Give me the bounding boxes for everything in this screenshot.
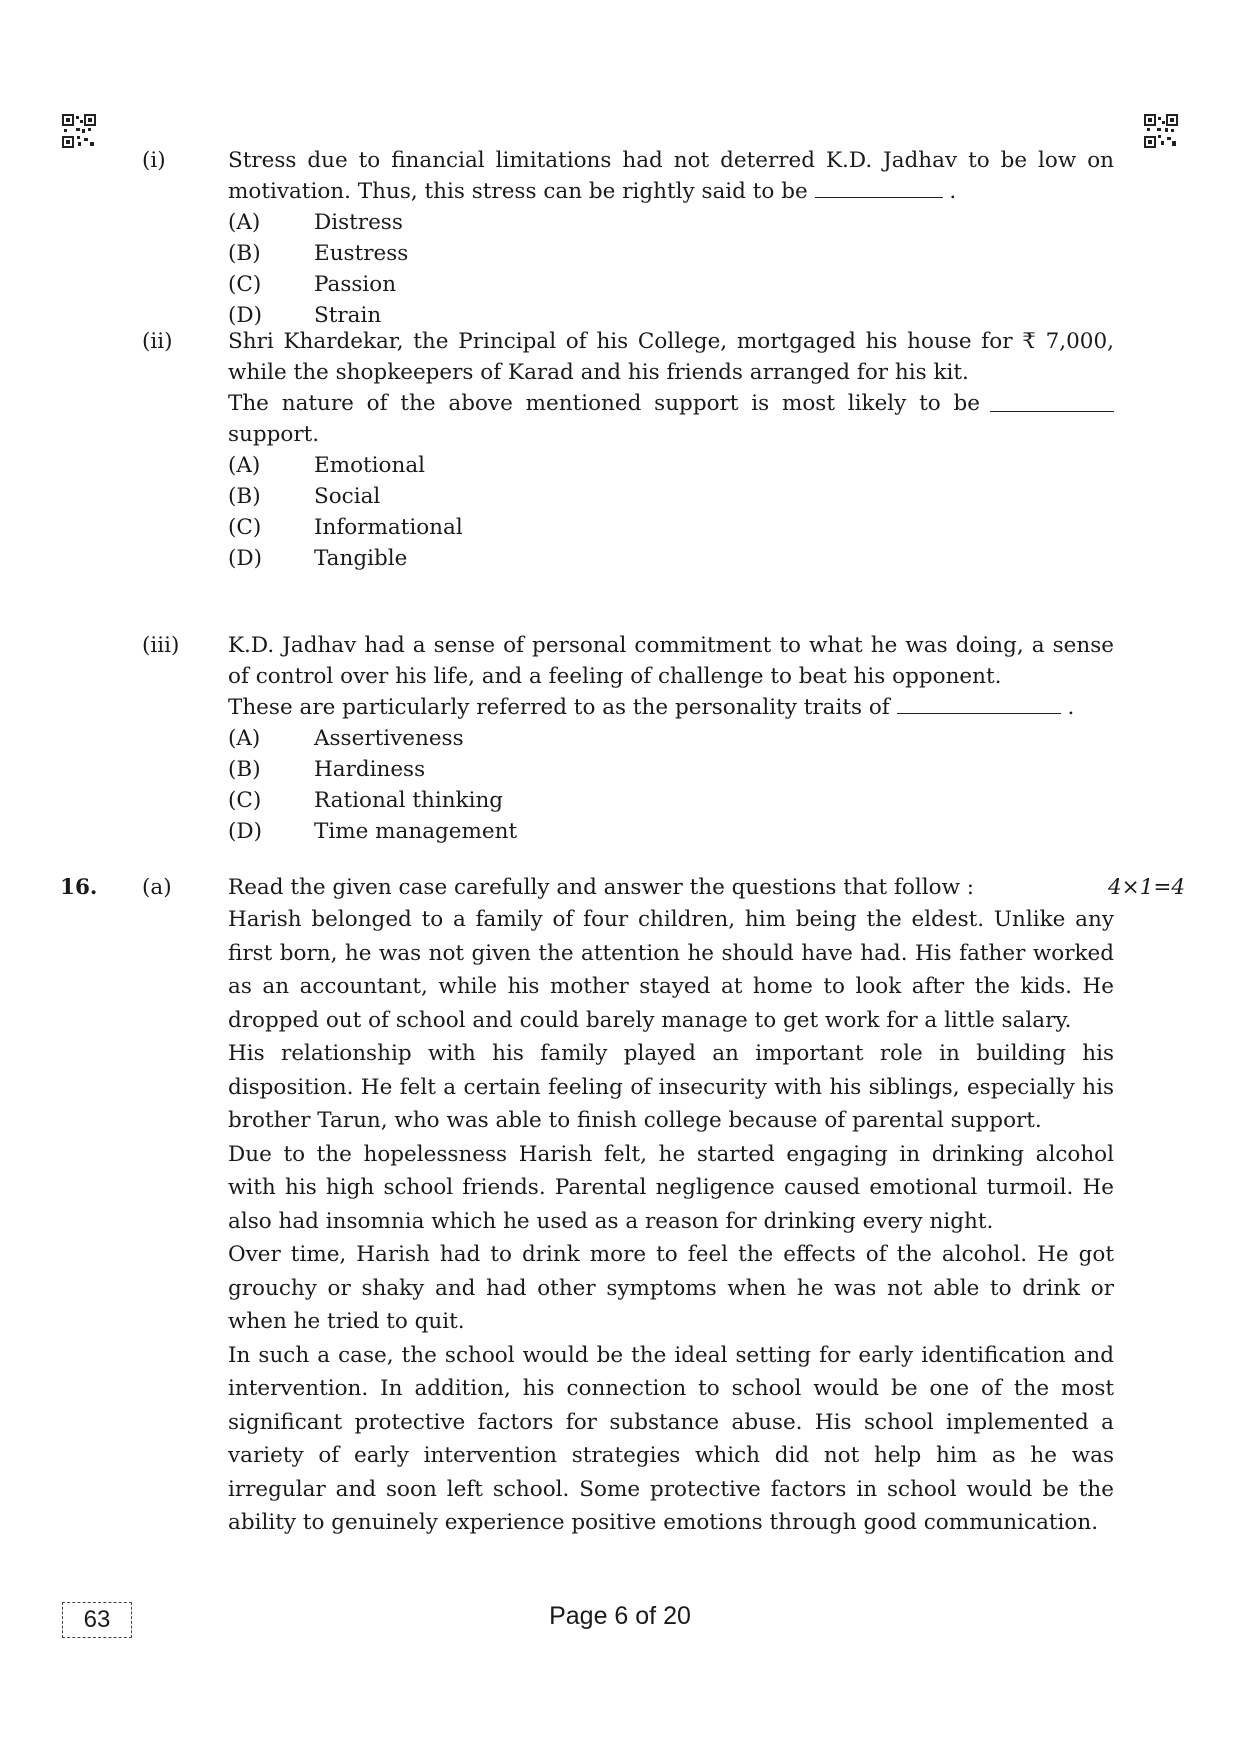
option-text: Hardiness [314, 757, 426, 782]
question-line-text: These are particularly referred to as the personality traits of [228, 695, 890, 720]
answer-blank [990, 410, 1114, 412]
option-text: Emotional [314, 453, 426, 478]
option [228, 816, 1114, 847]
option [228, 512, 1114, 543]
question-line [228, 692, 1114, 723]
question-line: K.D. Jadhav had a sense of personal commitment to what he was doing, a sense [228, 633, 1114, 658]
option-label: (A) [228, 210, 261, 235]
option-label: (C) [228, 788, 262, 813]
option-text: Eustress [314, 241, 409, 266]
question-line: support. [228, 422, 320, 447]
option-label: (C) [228, 515, 262, 540]
option-label: (D) [228, 303, 263, 328]
option-text: Distress [314, 210, 403, 235]
option-text: Time management [314, 819, 518, 844]
option-label: (B) [228, 484, 261, 509]
option-label: (A) [228, 726, 261, 751]
question-number: (ii) [142, 329, 173, 354]
case-paragraph: Due to the hopelessness Harish felt, he started engaging in drinking alcohol with his high school friends. Parental negligence caused emotional turmoil. He also had insomnia which he used as a reason for drinking every night. [228, 1141, 1114, 1234]
option-text: Passion [314, 272, 397, 297]
case-paragraph: His relationship with his family played an important role in building his disposition. He felt a certain feeling of insecurity with his siblings, especially his brother Tarun, who was able to finish college because of parental support. [228, 1041, 1114, 1133]
question-line: Shri Khardekar, the Principal of his College, mortgaged his house for ₹ 7,000, [228, 329, 1114, 354]
qr-code-icon [62, 114, 96, 148]
option-label: (D) [228, 819, 263, 844]
option-label: (B) [228, 241, 261, 266]
marks-allocation: 4×1=4 [1108, 875, 1186, 900]
option-text: Tangible [314, 546, 408, 571]
answer-blank [897, 712, 1061, 714]
question-line-end: . [1067, 695, 1075, 720]
option [228, 754, 1114, 785]
option-label: (D) [228, 546, 263, 571]
question-line: while the shopkeepers of Karad and his friends arranged for his kit. [228, 360, 969, 385]
question-line [228, 388, 1114, 419]
option-text: Strain [314, 303, 382, 328]
question-number: (i) [142, 148, 166, 173]
option [228, 481, 1114, 512]
instruction: Read the given case carefully and answer the questions that follow : [228, 875, 975, 900]
option-text: Rational thinking [314, 788, 504, 813]
paper-code: 63 [62, 1602, 132, 1638]
option [228, 785, 1114, 816]
question-line-text: motivation. Thus, this stress can be rightly said to be [228, 179, 808, 204]
question-body [228, 326, 1114, 574]
option-label: (C) [228, 272, 262, 297]
page-number: Page 6 of 20 [549, 1602, 691, 1630]
case-study-body [228, 872, 1114, 1540]
question-body [228, 630, 1114, 847]
case-paragraph: Harish belonged to a family of four children, him being the eldest. Unlike any first born, he was not given the attention he should have had. His father worked as an accountant, while his mother stayed at home to look after the kids. He dropped out of school and could barely manage to get work for a little salary. [228, 907, 1114, 1033]
option [228, 207, 1114, 238]
question-number: (iii) [142, 633, 180, 658]
option-text: Social [314, 484, 381, 509]
question-line [228, 176, 1114, 207]
option [228, 238, 1114, 269]
option-label: (A) [228, 453, 261, 478]
option [228, 543, 1114, 574]
question-number: 16. [60, 875, 98, 900]
option [228, 450, 1114, 481]
answer-blank [815, 196, 943, 198]
qr-code-icon [1144, 114, 1178, 148]
question-part: (a) [142, 875, 172, 900]
option [228, 269, 1114, 300]
option-label: (B) [228, 757, 261, 782]
question-line: Stress due to financial limitations had not deterred K.D. Jadhav to be low on [228, 148, 1114, 173]
question-line-text: The nature of the above mentioned support is most likely to be [228, 391, 980, 416]
question-line: of control over his life, and a feeling of challenge to beat his opponent. [228, 664, 1002, 689]
option [228, 723, 1114, 754]
case-paragraph: In such a case, the school would be the ideal setting for early identification and intervention. In addition, his connection to school would be one of the most significant protective factors for substance abuse. His school implemented a variety of early intervention strategies which did not help him as he was irregular and soon left school. Some protective factors in school would be the ability to genuinely experience positive emotions through good communication. [228, 1342, 1114, 1535]
question-line-end: . [949, 179, 957, 204]
option-text: Informational [314, 515, 463, 540]
question-body [228, 145, 1114, 331]
option-text: Assertiveness [314, 726, 464, 751]
case-paragraph: Over time, Harish had to drink more to feel the effects of the alcohol. He got grouchy or shaky and had other symptoms when he was not able to drink or when he tried to quit. [228, 1242, 1114, 1334]
